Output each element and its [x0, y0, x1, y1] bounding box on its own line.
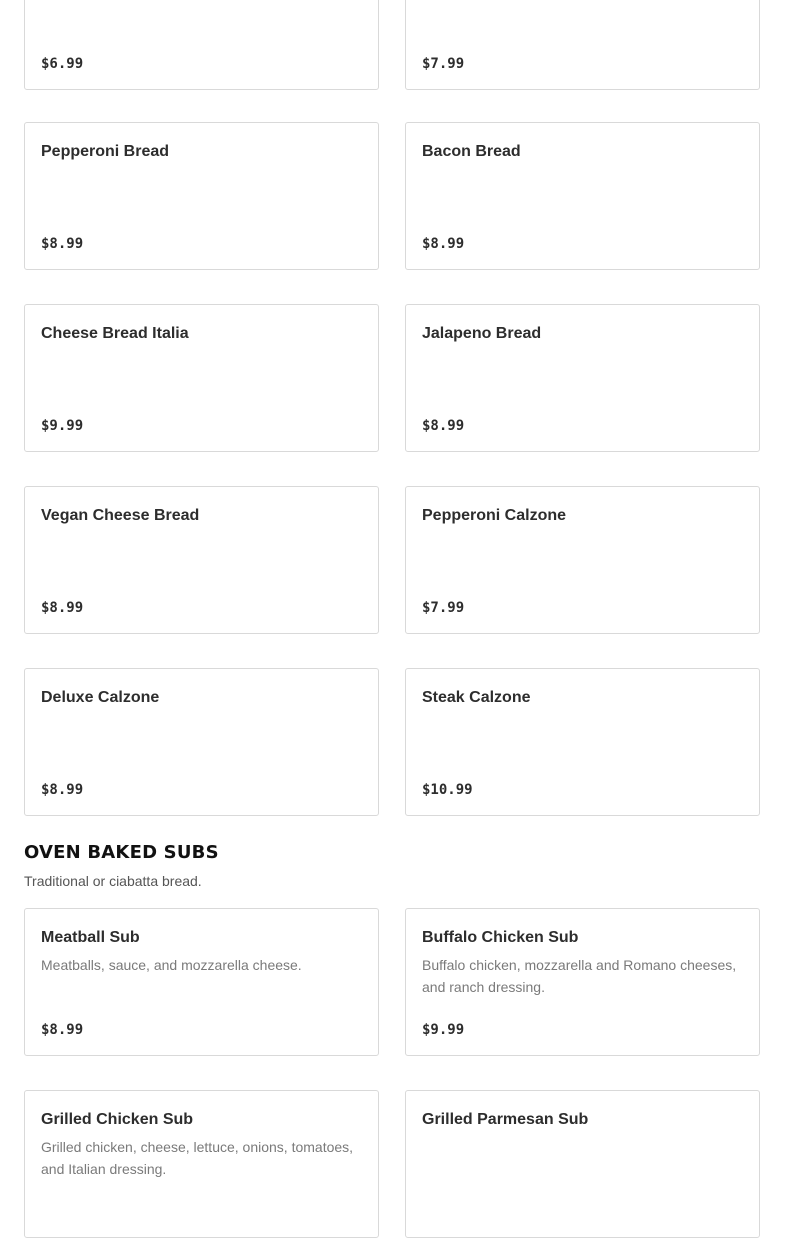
item-price: $9.99 [41, 418, 84, 434]
section-subtitle: Traditional or ciabatta bread. [24, 873, 202, 889]
menu-item-card[interactable] [405, 1090, 760, 1238]
item-name: Buffalo Chicken Sub [422, 929, 579, 946]
menu-item-card[interactable] [24, 304, 379, 452]
menu-item-card[interactable] [24, 668, 379, 816]
menu-item-card[interactable] [24, 908, 379, 1056]
item-price: $7.99 [422, 56, 465, 72]
item-description: Meatballs, sauce, and mozzarella cheese. [41, 957, 302, 973]
item-description: Grilled chicken, cheese, lettuce, onions, tomatoes, and Italian dressing. [41, 1139, 354, 1177]
item-price: $8.99 [41, 600, 84, 616]
item-name: Bacon Bread [422, 143, 521, 160]
menu-item-card[interactable] [24, 1090, 379, 1238]
item-description: Buffalo chicken, mozzarella and Romano cheeses, and ranch dressing. [422, 957, 737, 995]
item-name: Deluxe Calzone [41, 689, 160, 706]
item-price: $8.99 [41, 782, 84, 798]
menu-item-card[interactable] [405, 908, 760, 1056]
item-price: $10.99 [422, 782, 473, 798]
item-price: $8.99 [41, 236, 84, 252]
menu-item-card[interactable] [405, 486, 760, 634]
item-price: $6.99 [41, 56, 84, 72]
item-name: Steak Calzone [422, 689, 531, 706]
section-title: OVEN BAKED SUBS [24, 842, 219, 863]
item-name: Vegan Cheese Bread [41, 507, 200, 524]
item-name: Cheese Bread Italia [41, 325, 189, 342]
menu-item-card[interactable] [405, 304, 760, 452]
item-name: Jalapeno Bread [422, 325, 542, 342]
menu-item-card[interactable] [405, 122, 760, 270]
item-price: $8.99 [41, 1022, 84, 1038]
menu-item-card[interactable] [405, 668, 760, 816]
item-name: Pepperoni Calzone [422, 507, 567, 524]
menu-item-card[interactable] [24, 486, 379, 634]
menu-item-card[interactable] [24, 0, 379, 90]
item-name: Pepperoni Bread [41, 143, 170, 160]
item-name: Grilled Parmesan Sub [422, 1111, 589, 1128]
item-name: Meatball Sub [41, 929, 140, 946]
menu-item-card[interactable] [405, 0, 760, 90]
item-price: $8.99 [422, 418, 465, 434]
menu-item-card[interactable] [24, 122, 379, 270]
item-price: $8.99 [422, 236, 465, 252]
item-price: $9.99 [422, 1022, 465, 1038]
item-price: $7.99 [422, 600, 465, 616]
item-name: Grilled Chicken Sub [41, 1111, 194, 1128]
